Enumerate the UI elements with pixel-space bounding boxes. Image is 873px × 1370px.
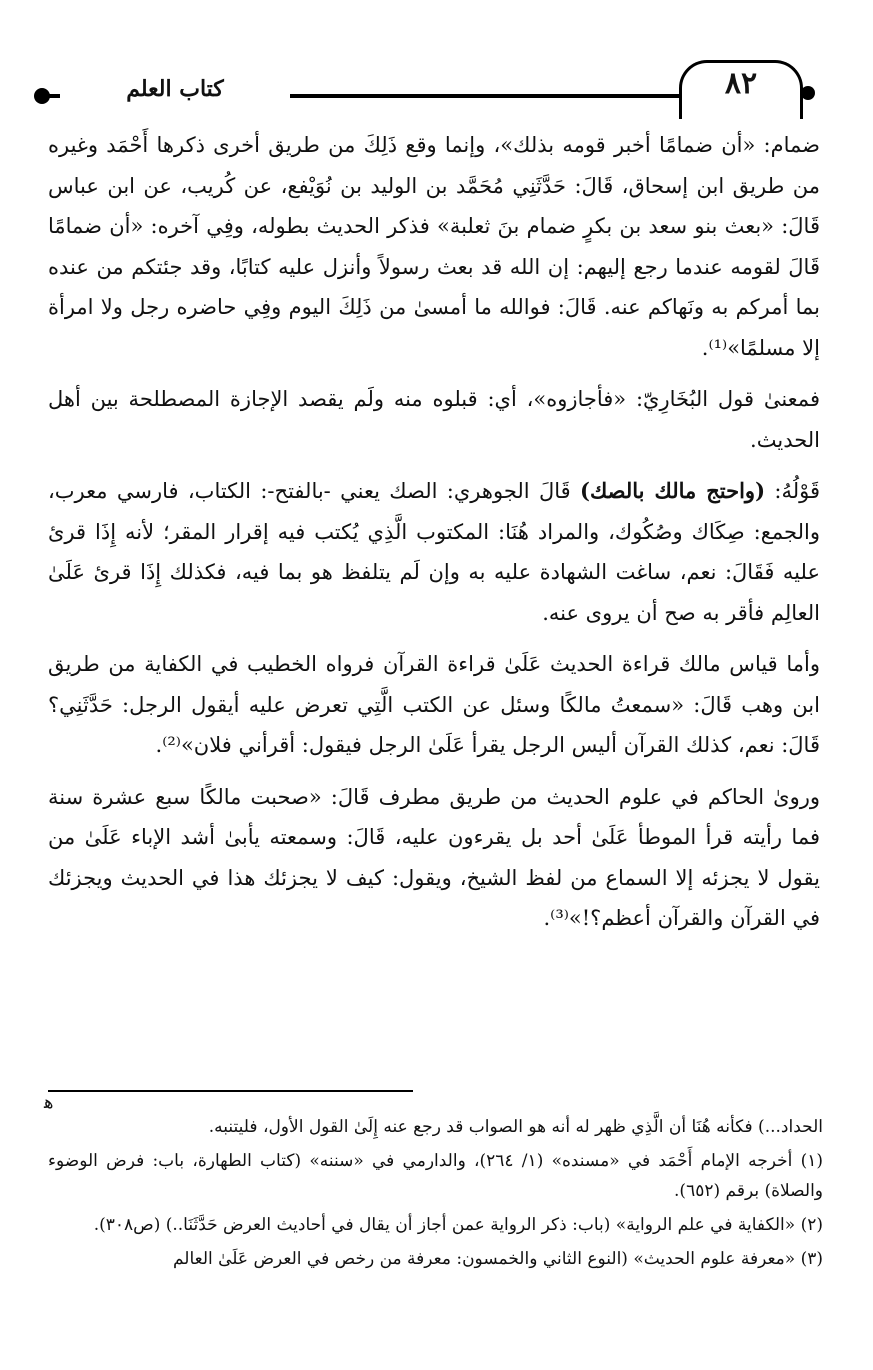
- header-dot-ornament: [34, 88, 50, 104]
- footnote: الحداد...) فكأنه هُنَا أن الَّذِي ظهر له أنه هو الصواب قد رجع عنه إِلَىٰ القول الأول، فليتنبه.: [208, 1117, 823, 1137]
- continuation-mark: ﻫ: [44, 1092, 54, 1113]
- paragraph: وأما قياس مالك قراءة الحديث عَلَىٰ قراءة القرآن فرواه الخطيب في الكفاية من طريق ابن وهب قَالَ: «سمعتُ مالكًا وسئل عن الكتب الَّتِي تعرض عليه أيقول الرجل: حَدَّثَنِي؟ قَالَ: نعم، كذلك القرآن أليس الرجل يقرأ عَلَىٰ الرجل فيقول: أقرأني فلان»⁽²⁾.: [48, 652, 820, 757]
- commentary-lead: قَوْلُهُ:: [774, 479, 820, 503]
- paragraph: وروىٰ الحاكم في علوم الحديث من طريق مطرف قَالَ: «صحبت مالكًا سبع عشرة سنة فما رأيته قرأ الموطأ عَلَىٰ أحد بل يقرءون عليه، قَالَ: وسمعته يأبىٰ أشد الإباء عَلَىٰ من يقول لا يجزئه إلا السماع من لفظ الشيخ، ويقول: كيف لا يجزئك هذا في الحديث ويجزئك في القرآن والقرآن أعظم؟!»⁽³⁾.: [48, 784, 820, 930]
- main-text: [48, 125, 820, 950]
- paragraph: فمعنىٰ قول البُخَارِيّ: «فأجازوه»، أي: قبلوه منه ولَم يقصد الإجازة المصطلحة بين أهل الحديث.: [48, 387, 820, 452]
- running-head-title: كتاب العلم: [60, 76, 290, 102]
- paragraph: ضمام: «أن ضمامًا أخبر قومه بذلك»، وإنما وقع ذَلِكَ من طريق أخرى ذكرها أَحْمَد وغيره من طريق ابن إسحاق، قَالَ: حَدَّثَنِي مُحَمَّد بن الوليد بن نُوَيْفع، عن كُريب، عن ابن عباس قَالَ: «بعث بنو سعد بن بكرٍ ضمام بنَ ثعلبة» فذكر الحديث بطوله، وفِي آخره: «أن ضمامًا قَالَ لقومه عندما رجع إليهم: إن الله قد بعث رسولاً وأنزل عليه كتابًا، وقد جئتكم من عنده بما أمركم به ونَهاكم عنه. قَالَ: فوالله ما أمسىٰ من ذَلِكَ اليوم وفِي حاضره رجل ولا امرأة إلا مسلمًا»⁽¹⁾.: [48, 133, 820, 360]
- page-number: ٨٢: [724, 66, 758, 101]
- paragraph-text: قَالَ الجوهري: الصك يعني -بالفتح-: الكتاب، فارسي معرب، والجمع: صِكَاك وصُكُوك، والمراد هُنَا: المكتوب الَّذِي يُكتب فيه إقرار المقر؛ لأنه إِذَا قرئ عليه فَقَالَ: نعم، ساغت الشهادة عليه به وإن لَم يتلفظ هو بما فيه، فكذلك إِذَا قرئ عَلَىٰ العالِم فأقر به صح أن يروى عنه.: [48, 479, 820, 625]
- quoted-matn: (واحتج مالك بالصك): [580, 478, 766, 503]
- footnote: (٢) «الكفاية في علم الرواية» (باب: ذكر الرواية عمن أجاز أن يقال في أحاديث العرض حَدَّثَنَا..) (ص٣٠٨).: [93, 1215, 823, 1235]
- footnote-separator: [48, 1090, 413, 1092]
- header-dot-ornament: [801, 86, 815, 100]
- footnote: (١) أخرجه الإمام أَحْمَد في «مسنده» (١/ ٢٦٤)، والدارمي في «سننه» (كتاب الطهارة، باب: فرض الوضوء والصلاة) برقم (٦٥٢).: [48, 1151, 823, 1201]
- footnotes: [48, 1112, 823, 1278]
- paragraph: [48, 471, 820, 633]
- footnote: (٣) «معرفة علوم الحديث» (النوع الثاني والخمسون: معرفة من رخص في العرض عَلَىٰ العالم: [172, 1249, 823, 1269]
